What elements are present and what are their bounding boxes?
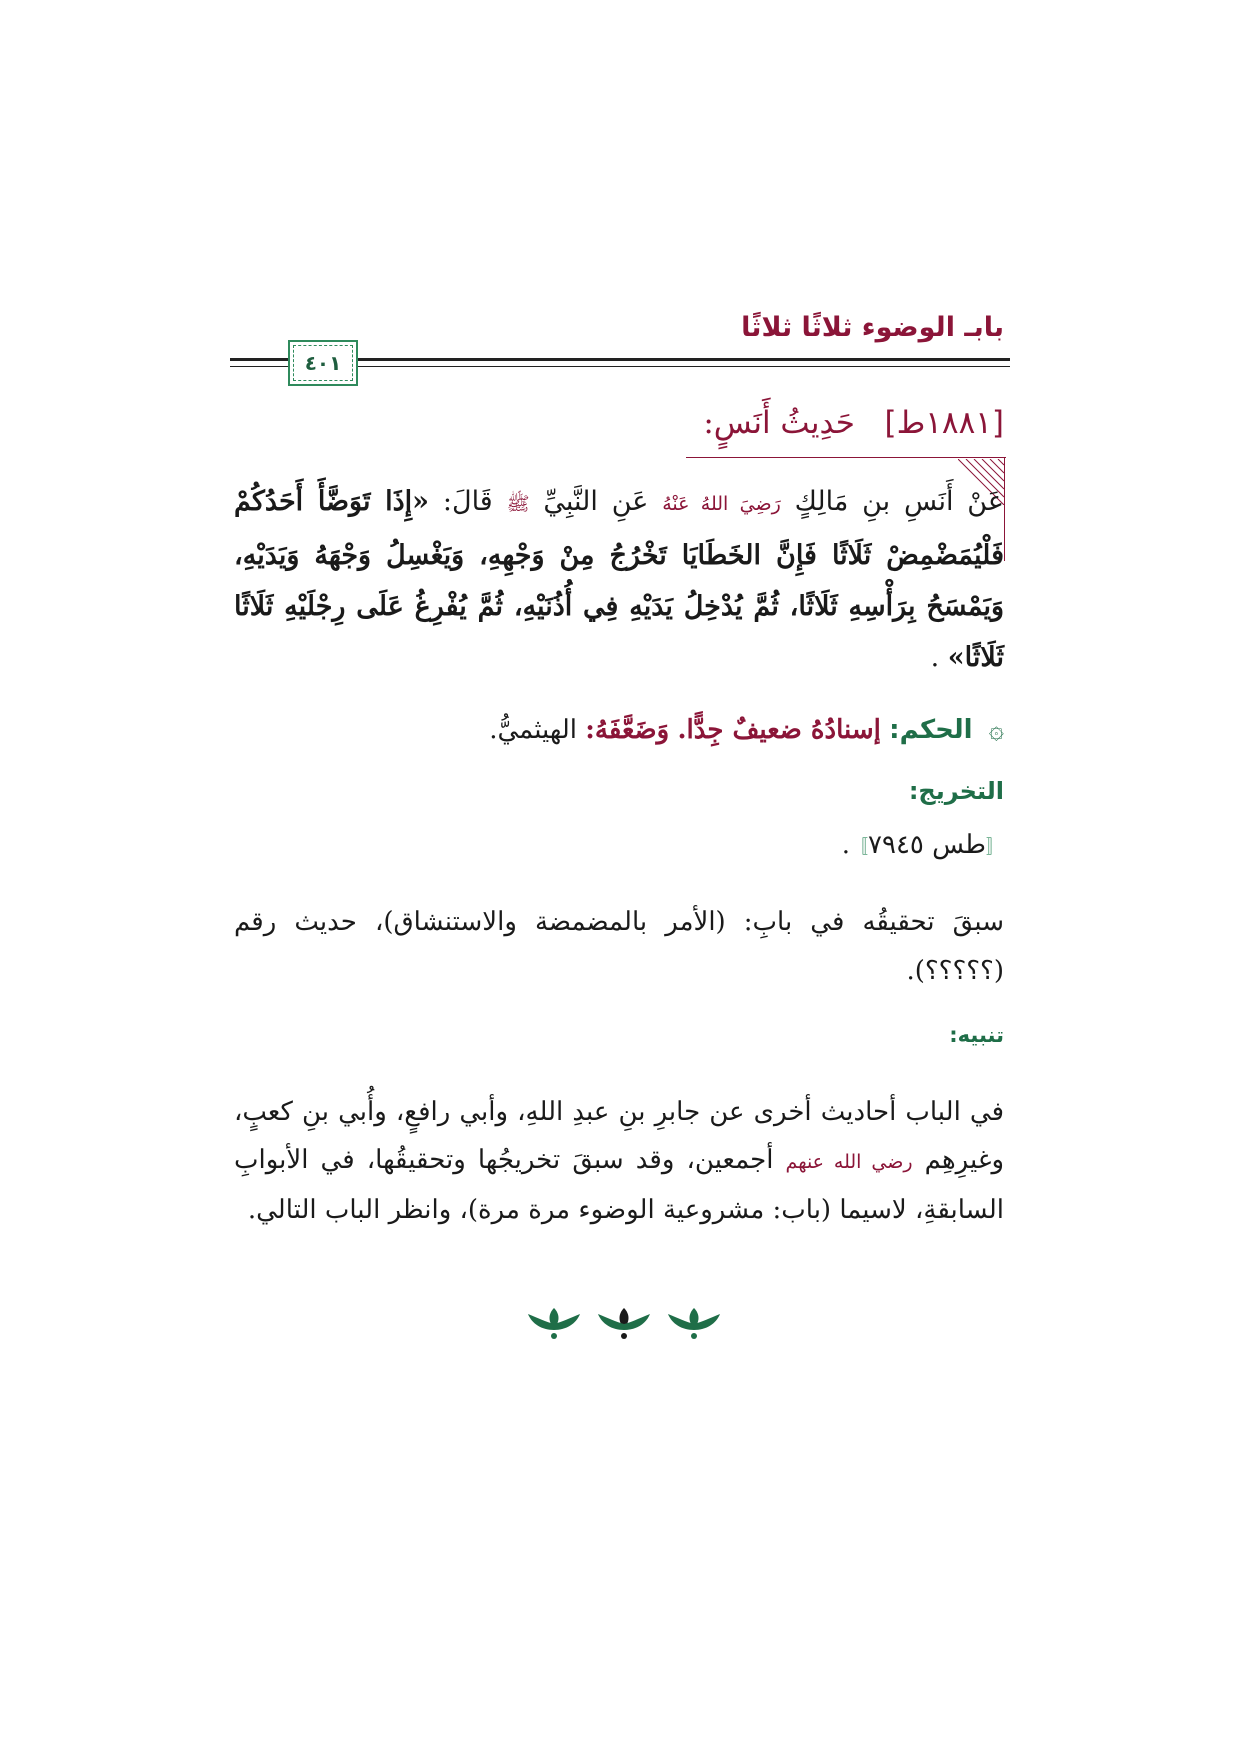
- tanbih-part1: في الباب أحاديث أخرى عن جابرِ بنِ عبدِ اللهِ، وأبي رافعٍ، وأُبي بنِ كعبٍ، وغيرِهِم: [234, 1097, 1004, 1175]
- floral-ornament-icon: [514, 1300, 734, 1344]
- hadith-text: [234, 476, 1004, 683]
- ruling-label: الحكم:: [889, 715, 973, 745]
- hadith-mid: عَنِ النَّبِيِّ: [543, 486, 649, 517]
- floral-ornament-right: [668, 1308, 720, 1339]
- ruling-value: إسنادُهُ ضعيفٌ جِدًّا.: [677, 715, 881, 745]
- hadith-box-side-rule: [1004, 457, 1005, 561]
- hadith-heading: [703, 405, 1004, 441]
- weakened-by-value: الهيثميُّ.: [489, 715, 578, 745]
- ruling-ornament-icon: ۞: [988, 715, 1004, 745]
- tanbih-honorific: رضي الله عنهم: [785, 1151, 913, 1173]
- weakened-by-label: وَضَعَّفَهُ:: [585, 715, 670, 745]
- source-bracket-close: 〛: [850, 837, 869, 858]
- tanbih-part2: أجمعين، وقد سبقَ تخريجُها وتحقيقُها، في الأبوابِ السابقةِ، لاسيما (باب: مشروعية الوضوء مرة مرة)، وانظر الباب التالي.: [234, 1145, 1004, 1225]
- source-end: .: [841, 830, 851, 860]
- source-code: طس ٧٩٤٥: [868, 830, 986, 860]
- floral-ornament-left: [528, 1308, 580, 1339]
- hadith-box-top-rule: [686, 457, 1006, 458]
- hadith-title: حَدِيثُ أَنَسٍ:: [703, 405, 855, 441]
- source-bracket-open: 〚: [986, 837, 1004, 858]
- floral-ornament-center: [598, 1308, 650, 1339]
- page-number: ٤٠١: [304, 351, 342, 375]
- hadith-end: .: [930, 642, 940, 673]
- source-reference: [842, 830, 1004, 860]
- ruling-line: [489, 715, 1004, 745]
- prophet-honorific: ﷺ: [506, 493, 530, 515]
- hadith-speech: «إِذَا تَوَضَّأَ أَحَدُكُمْ فَلْيُمَضْمِضْ ثَلَاثًا فَإِنَّ الخَطَايَا تَخْرُجُ مِنْ وَجْهِهِ، وَيَغْسِلُ وَجْهَهُ وَيَدَيْهِ، وَيَمْسَحُ بِرَأْسِهِ ثَلَاثًا، ثُمَّ يُدْخِلُ يَدَيْهِ فِي أُذُنَيْهِ، ثُمَّ يُفْرِغُ عَلَى رِجْلَيْهِ ثَلَاثًا ثَلَاثًا»: [234, 486, 1004, 673]
- hadith-reference: [١٨٨١ط]: [884, 405, 1004, 441]
- page-number-badge: [288, 340, 358, 386]
- companion-honorific: رَضِيَ اللهُ عَنْهُ: [662, 493, 781, 515]
- hadith-intro: عَنْ أَنَسِ بنِ مَالِكٍ: [794, 486, 1004, 517]
- tanbih-heading: تنبيه:: [949, 1023, 1004, 1047]
- takhrij-heading: التخريج:: [908, 777, 1004, 805]
- hadith-said: قَالَ:: [442, 486, 493, 517]
- previous-study-note: سبقَ تحقيقُه في بابِ: (الأمر بالمضمضة والاستنشاق)، حديث رقم (؟؟؟؟؟).: [234, 907, 1004, 986]
- chapter-title: بابـ الوضوء ثلاثًا ثلاثًا: [741, 312, 1004, 343]
- tanbih-text: [234, 1088, 1004, 1234]
